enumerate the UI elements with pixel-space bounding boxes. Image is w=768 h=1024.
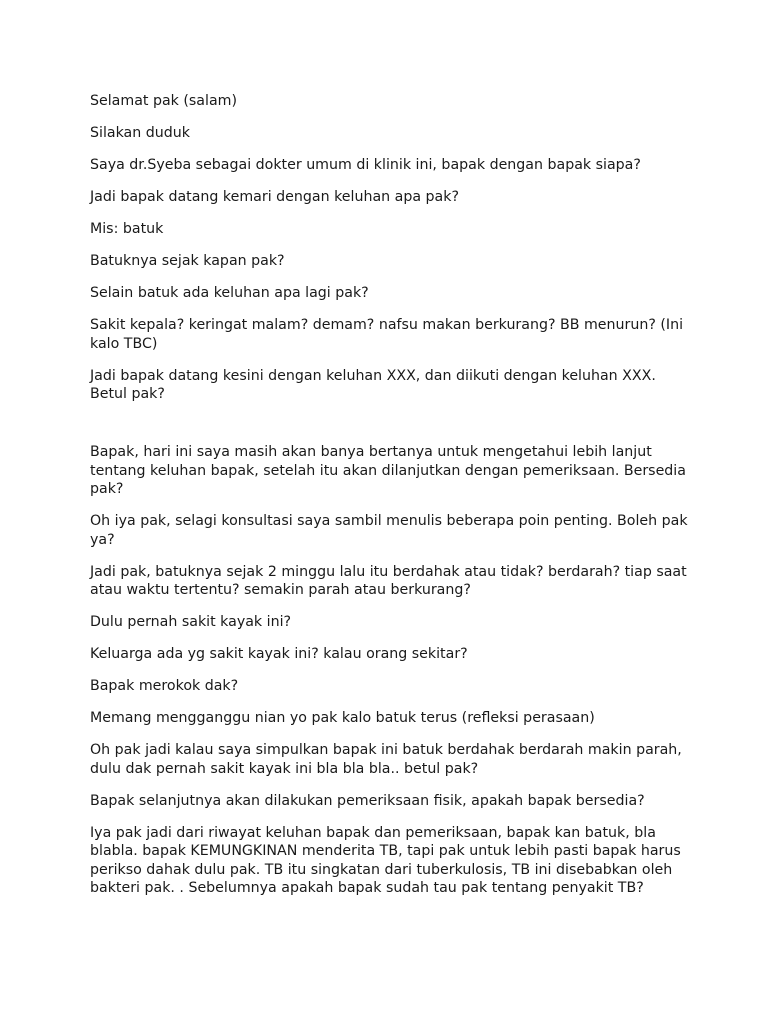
paragraph-chief-complaint: Jadi bapak datang kemari dengan keluhan apa pak? — [90, 189, 459, 205]
paragraph-onset: Batuknya sejak kapan pak? — [90, 253, 285, 269]
paragraph-tb-symptoms: Sakit kepala? keringat malam? demam? nafsu makan berkurang? BB menurun? (Ini kalo TBC) — [90, 317, 684, 352]
paragraph-note-taking: Oh iya pak, selagi konsultasi saya sambil menulis beberapa poin penting. Boleh pak ya? — [90, 513, 688, 548]
paragraph-other-complaints: Selain batuk ada keluhan apa lagi pak? — [90, 285, 369, 301]
paragraph-cough-details: Jadi pak, batuknya sejak 2 minggu lalu itu berdahak atau tidak? berdarah? tiap saat atau waktu tertentu? semakin parah atau berkurang? — [90, 563, 687, 598]
paragraph-greeting: Selamat pak (salam) — [90, 93, 237, 109]
paragraph-physical-exam: Bapak selanjutnya akan dilakukan pemeriksaan fisik, apakah bapak bersedia? — [90, 792, 645, 809]
paragraph-smoking: Bapak merokok dak? — [90, 678, 239, 694]
document-page — [90, 92, 690, 911]
paragraph-summary-check: Jadi bapak datang kesini dengan keluhan XXX, dan diikuti dengan keluhan XXX. Betul pak? — [90, 367, 656, 402]
paragraph-diagnosis-explanation: Iya pak jadi dari riwayat keluhan bapak dan pemeriksaan, bapak kan batuk, bla blabla. bapak KEMUNGKINAN menderita TB, tapi pak untuk lebih pasti bapak harus perikso dahak dulu pak. TB itu singkatan dari tuberkulosis, TB ini disebabkan oleh bakteri pak. . Sebelumnya apakah bapak sudah tau pak tentang penyakit TB? — [90, 824, 681, 896]
paragraph-invite-sit: Silakan duduk — [90, 125, 190, 141]
paragraph-empathy: Memang mengganggu nian yo pak kalo batuk terus (refleksi perasaan) — [90, 710, 595, 726]
paragraph-conclusion: Oh pak jadi kalau saya simpulkan bapak ini batuk berdahak berdarah makin parah, dulu dak pernah sakit kayak ini bla bla bla.. betul pak? — [90, 742, 682, 777]
paragraph-past-history: Dulu pernah sakit kayak ini? — [90, 614, 292, 630]
section-gap — [90, 417, 690, 443]
paragraph-introduction: Saya dr.Syeba sebagai dokter umum di klinik ini, bapak dengan bapak siapa? — [90, 157, 641, 173]
paragraph-example: Mis: batuk — [90, 221, 164, 237]
paragraph-family-history: Keluarga ada yg sakit kayak ini? kalau orang sekitar? — [90, 646, 468, 662]
paragraph-further-questions: Bapak, hari ini saya masih akan banya bertanya untuk mengetahui lebih lanjut tentang keluhan bapak, setelah itu akan dilanjutkan dengan pemeriksaan. Bersedia pak? — [90, 444, 686, 497]
